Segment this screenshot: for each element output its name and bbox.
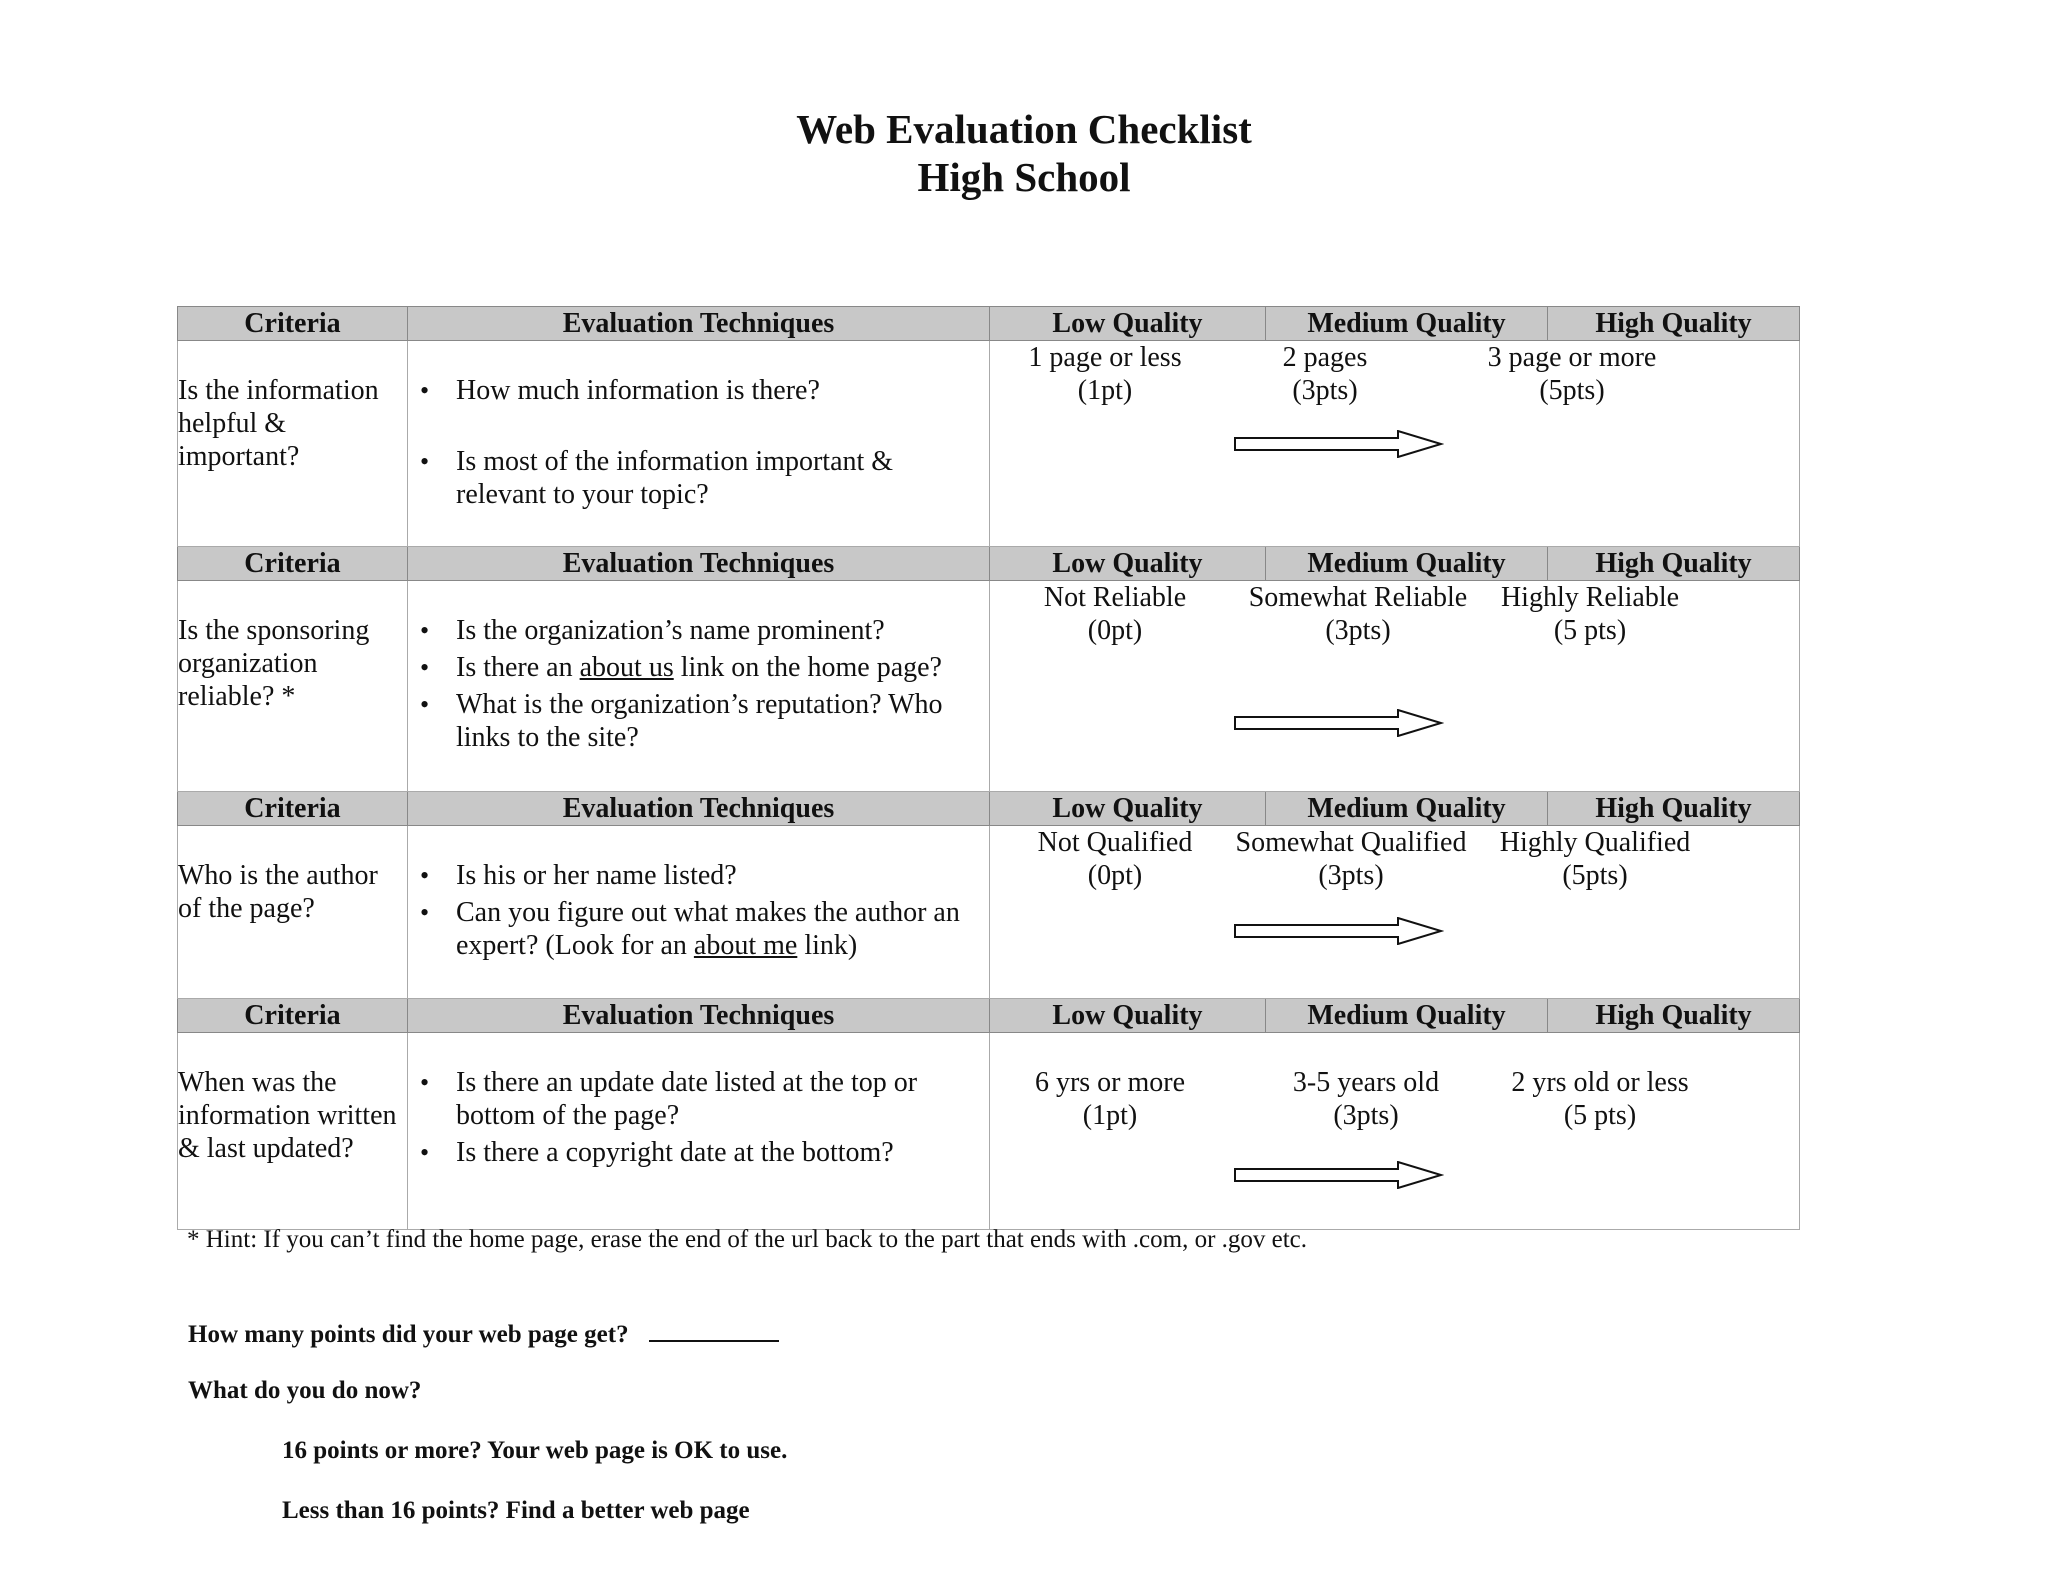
- page-subtitle: High School: [917, 154, 1131, 200]
- quality-cell: [990, 826, 1800, 999]
- header-techniques: Evaluation Techniques: [408, 792, 990, 826]
- header-low-quality: Low Quality: [990, 307, 1266, 341]
- fail-instruction: Less than 16 points? Find a better web page: [282, 1497, 750, 1524]
- hint-text: * Hint: If you can’t find the home page, erase the end of the url back to the part that ends with .com, or .gov etc.: [187, 1226, 1308, 1253]
- technique-item: • How much information is there?: [408, 374, 989, 407]
- points-question: How many points did your web page get?: [188, 1316, 779, 1350]
- header-criteria: Criteria: [178, 307, 408, 341]
- header-high-quality: High Quality: [1548, 999, 1800, 1033]
- medium-quality-option: Somewhat Reliable (3pts): [1248, 582, 1468, 646]
- header-medium-quality: Medium Quality: [1266, 792, 1548, 826]
- technique-item: • Is there an about us link on the home page?: [408, 651, 989, 684]
- low-quality-option: Not Qualified (0pt): [1037, 827, 1193, 891]
- techniques-cell: [408, 1033, 990, 1230]
- about-us-link-text: about us: [579, 652, 674, 683]
- header-low-quality: Low Quality: [990, 792, 1266, 826]
- header-techniques: Evaluation Techniques: [408, 547, 990, 581]
- header-medium-quality: Medium Quality: [1266, 999, 1548, 1033]
- low-quality-option: 1 page or less (1pt): [1028, 342, 1182, 406]
- header-criteria: Criteria: [178, 792, 408, 826]
- header-low-quality: Low Quality: [990, 547, 1266, 581]
- table-header-row: [178, 307, 1800, 341]
- pass-instruction: 16 points or more? Your web page is OK to use.: [282, 1437, 788, 1464]
- quality-cell: [990, 341, 1800, 547]
- criteria-cell: When was the information written & last updated?: [178, 1033, 408, 1230]
- techniques-cell: [408, 341, 990, 547]
- header-criteria: Criteria: [178, 547, 408, 581]
- header-medium-quality: Medium Quality: [1266, 307, 1548, 341]
- header-low-quality: Low Quality: [990, 999, 1266, 1033]
- criteria-cell: Who is the author of the page?: [178, 826, 408, 999]
- technique-item: • Is the organization’s name prominent?: [408, 614, 989, 647]
- technique-item: • Is his or her name listed?: [408, 859, 989, 892]
- low-quality-option: 6 yrs or more (1pt): [1034, 1067, 1186, 1131]
- table-header-row: [178, 792, 1800, 826]
- right-arrow-icon: [1234, 430, 1444, 458]
- medium-quality-option: Somewhat Qualified (3pts): [1235, 827, 1467, 891]
- medium-quality-option: 3-5 years old (3pts): [1292, 1067, 1440, 1131]
- header-medium-quality: Medium Quality: [1266, 547, 1548, 581]
- points-blank: [649, 1316, 779, 1342]
- table-row: [178, 341, 1800, 547]
- quality-cell: [990, 1033, 1800, 1230]
- table-row: [178, 581, 1800, 792]
- low-quality-option: Not Reliable (0pt): [1043, 582, 1187, 646]
- high-quality-option: Highly Reliable (5 pts): [1500, 582, 1680, 646]
- table-header-row: [178, 547, 1800, 581]
- technique-item: • Is there an update date listed at the top or bottom of the page?: [408, 1066, 989, 1132]
- about-me-link-text: about me: [693, 930, 798, 961]
- table-row: [178, 1033, 1800, 1230]
- right-arrow-icon: [1234, 709, 1444, 737]
- criteria-cell: Is the information helpful & important?: [178, 341, 408, 547]
- high-quality-option: 3 page or more (5pts): [1487, 342, 1657, 406]
- high-quality-option: 2 yrs old or less (5 pts): [1511, 1067, 1689, 1131]
- evaluation-table: [177, 306, 1800, 1230]
- right-arrow-icon: [1234, 1161, 1444, 1189]
- header-high-quality: High Quality: [1548, 307, 1800, 341]
- header-high-quality: High Quality: [1548, 547, 1800, 581]
- techniques-cell: [408, 826, 990, 999]
- technique-item: • Can you figure out what makes the author an expert? (Look for an about me link): [408, 896, 989, 962]
- right-arrow-icon: [1234, 917, 1444, 945]
- techniques-cell: [408, 581, 990, 792]
- header-techniques: Evaluation Techniques: [408, 307, 990, 341]
- technique-item: • Is there a copyright date at the bottom?: [408, 1136, 989, 1169]
- next-step-question: What do you do now?: [188, 1377, 422, 1404]
- high-quality-option: Highly Qualified (5pts): [1499, 827, 1691, 891]
- medium-quality-option: 2 pages (3pts): [1282, 342, 1368, 406]
- quality-cell: [990, 581, 1800, 792]
- table-header-row: [178, 999, 1800, 1033]
- header-criteria: Criteria: [178, 999, 408, 1033]
- page-title: Web Evaluation Checklist: [796, 106, 1252, 152]
- header-techniques: Evaluation Techniques: [408, 999, 990, 1033]
- header-high-quality: High Quality: [1548, 792, 1800, 826]
- criteria-cell: Is the sponsoring organization reliable? *: [178, 581, 408, 792]
- technique-item: • Is most of the information important & relevant to your topic?: [408, 445, 989, 511]
- table-row: [178, 826, 1800, 999]
- technique-item: • What is the organization’s reputation? Who links to the site?: [408, 688, 989, 754]
